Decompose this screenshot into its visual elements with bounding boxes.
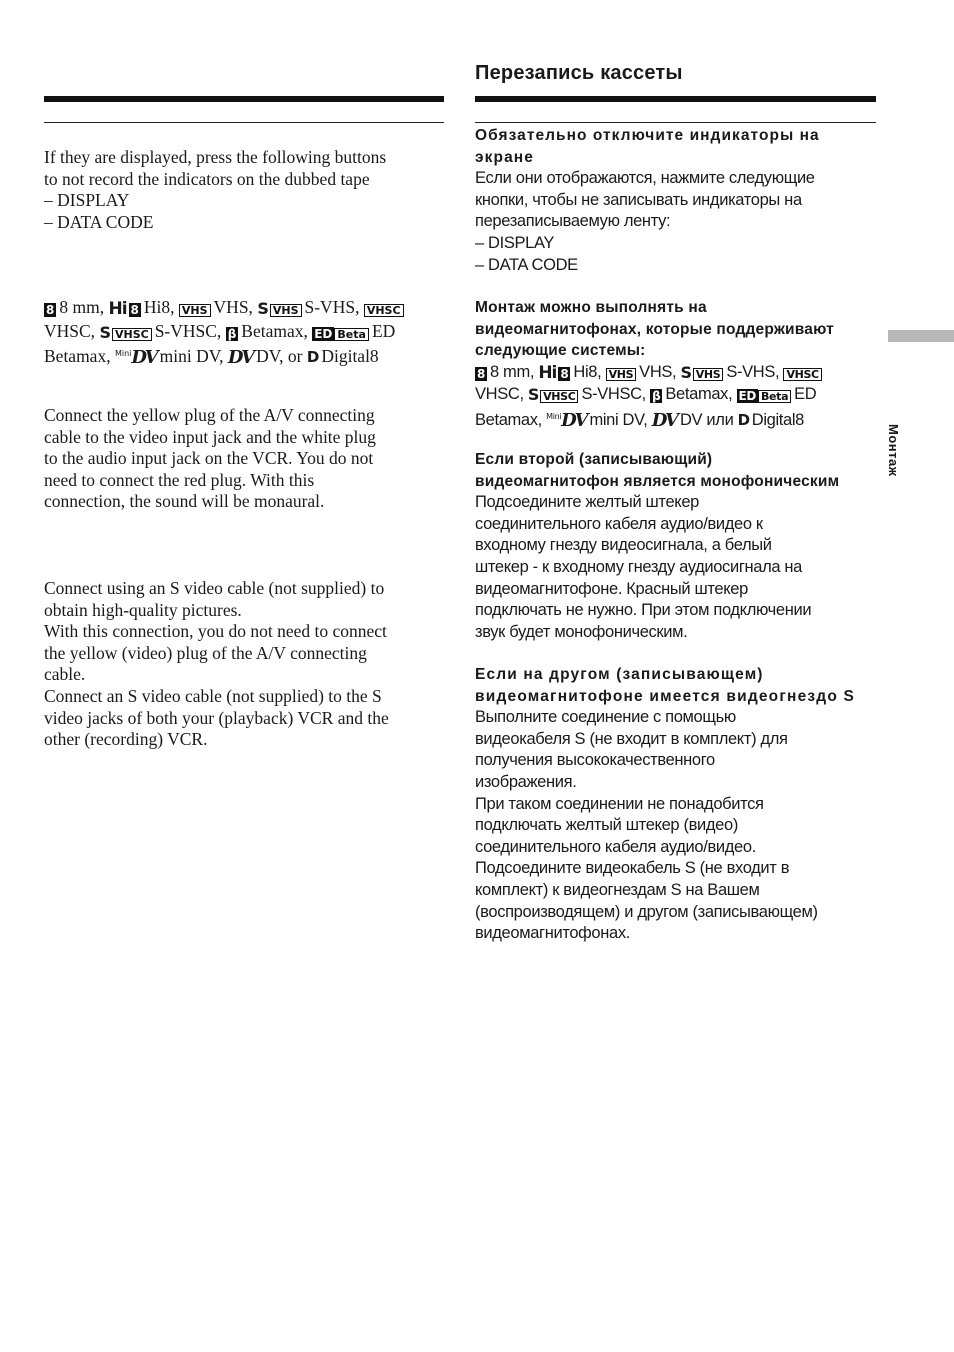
- text-line: – DISPLAY: [44, 190, 130, 211]
- text-line: подключать желтый штекер (видео): [475, 816, 738, 835]
- text-line: other (recording) VCR.: [44, 729, 208, 750]
- s-logo-icon: S: [527, 385, 540, 405]
- s-logo-icon: S: [99, 322, 111, 342]
- vhs-logo-icon: VHS: [179, 304, 211, 317]
- text-line: Подсоедините видеокабель S (не входит в: [475, 859, 790, 878]
- section-heading: Монтаж можно выполнять на: [475, 299, 707, 316]
- format-dv: DV или: [679, 410, 734, 429]
- text-line: кнопки, чтобы не записывать индикаторы на: [475, 190, 802, 209]
- format-vhs: VHS,: [639, 362, 677, 381]
- ed-logo-icon: ED: [314, 326, 333, 341]
- text-line: connection, the sound will be monaural.: [44, 491, 325, 512]
- text-line: звук будет монофоническим.: [475, 622, 688, 641]
- dv-logo-icon: DV: [651, 409, 677, 431]
- format-ed-betamax: Betamax,: [44, 346, 111, 367]
- page-title: Перезапись кассеты: [475, 62, 683, 84]
- text-line: Connect an S video cable (not supplied) to the S: [44, 685, 382, 706]
- text-line: Подсоедините желтый штекер: [475, 493, 699, 512]
- section-heading: Обязательно отключите индикаторы на: [475, 127, 820, 144]
- left-section-s-video: [44, 578, 444, 751]
- left-section-formats: [44, 297, 444, 369]
- formats-line-3: [475, 406, 885, 432]
- right-top-thick-rule: [475, 96, 876, 102]
- text-line: Connect the yellow plug of the A/V connecting: [44, 405, 375, 425]
- text-line: to not record the indicators on the dubbed tape: [44, 168, 370, 189]
- text-line: – DATA CODE: [475, 255, 578, 274]
- left-top-thin-rule: [44, 122, 444, 123]
- side-section-label: Монтаж: [886, 424, 901, 477]
- right-section-monaural: [475, 449, 880, 643]
- text-line: входному гнезду видеосигнала, а белый: [475, 536, 772, 555]
- format-minidv: mini DV,: [159, 346, 224, 367]
- 8mm-icon: 8: [560, 366, 569, 381]
- text-line: – DATA CODE: [44, 211, 154, 232]
- vhsc-logo-icon: VHSC: [364, 304, 404, 317]
- format-betamax: Betamax,: [665, 385, 733, 404]
- beta-word-logo-icon: Beta: [334, 328, 369, 341]
- text-line: видеокабеля S (не входит в комплект) для: [475, 729, 788, 748]
- left-section-indicators: [44, 147, 444, 233]
- format-hi8: Hi8,: [143, 297, 175, 317]
- text-line: to the audio input jack on the VCR. You do not: [44, 448, 374, 469]
- formats-line-1: [44, 297, 444, 321]
- text-line: видеомагнитофоне. Красный штекер: [475, 579, 748, 598]
- section-heading: экране: [475, 148, 534, 166]
- 8mm-icon: 8: [130, 303, 139, 317]
- left-top-thick-rule: [44, 96, 444, 102]
- text-line: соединительного кабеля аудио/видео к: [475, 514, 763, 533]
- text-line: cable.: [44, 664, 86, 685]
- text-line: Выполните соединение с помощью: [475, 708, 736, 727]
- text-line: If they are displayed, press the following buttons: [44, 147, 387, 167]
- beta-logo-icon: β: [652, 389, 661, 404]
- text-line: Если они отображаются, нажмите следующие: [475, 169, 815, 188]
- 8mm-icon: 8: [46, 303, 55, 317]
- formats-line-1: [475, 362, 885, 385]
- text-line: (воспроизводящем) и другом (записывающем): [475, 902, 818, 921]
- 8mm-icon: 8: [477, 366, 485, 381]
- section-heading: следующие системы:: [475, 342, 646, 360]
- format-ed: ED: [371, 320, 396, 341]
- format-hi8: Hi8,: [573, 362, 602, 381]
- text-line: Connect using an S video cable (not supplied) to: [44, 578, 385, 598]
- section-heading: Если второй (записывающий): [475, 451, 713, 468]
- format-vhs: VHS,: [213, 297, 253, 317]
- text-line: перезаписываемую ленту:: [475, 212, 671, 231]
- vhsc-logo-icon: VHSC: [540, 390, 578, 403]
- hi-logo-icon: Hi: [108, 299, 127, 319]
- text-line: При таком соединении не понадобится: [475, 794, 764, 813]
- section-heading: видеомагнитофонах, которые поддерживают: [475, 320, 834, 338]
- right-section-s-video: [475, 664, 893, 945]
- formats-line-2: [475, 384, 885, 406]
- left-section-monaural: [44, 405, 444, 513]
- text-line: видеомагнитофонах.: [475, 924, 630, 943]
- format-8mm: 8 mm,: [490, 362, 535, 381]
- format-svhsc: S-VHSC,: [154, 320, 222, 341]
- format-vhsc: VHSC,: [44, 320, 96, 341]
- text-line: cable to the video input jack and the white plug: [44, 426, 376, 447]
- dv-logo-icon: DV: [227, 347, 254, 369]
- beta-logo-icon: β: [227, 326, 237, 341]
- formats-line-3: [44, 343, 444, 369]
- text-line: комплект) к видеогнездам S на Вашем: [475, 880, 760, 899]
- text-line: штекер - к входному гнезду аудиосигнала на: [475, 557, 803, 576]
- text-line: the yellow (video) plug of the A/V connecting: [44, 642, 367, 663]
- text-line: video jacks of both your (playback) VCR and the: [44, 707, 389, 728]
- format-vhsc: VHSC,: [475, 385, 524, 404]
- format-dv: DV, or: [256, 346, 303, 367]
- digital8-logo-icon: D: [306, 348, 320, 367]
- format-minidv: mini DV,: [589, 410, 648, 429]
- format-svhsc: S-VHSC,: [581, 385, 646, 404]
- text-line: подключать не нужно. При этом подключении: [475, 601, 812, 620]
- digital8-logo-icon: D: [737, 410, 750, 429]
- format-digital8: Digital8: [751, 410, 805, 429]
- dv-logo-icon: DV: [131, 347, 157, 369]
- format-svhs: S-VHS,: [304, 297, 360, 317]
- format-8mm: 8 mm,: [59, 297, 105, 317]
- dv-logo-icon: DV: [561, 409, 587, 431]
- section-tab-marker: [888, 330, 954, 342]
- hi-logo-icon: Hi: [538, 362, 557, 383]
- text-line: изображения.: [475, 772, 577, 791]
- section-heading: Если на другом (записывающем): [475, 666, 764, 683]
- beta-word-logo-icon: Beta: [758, 390, 791, 403]
- s-logo-icon: S: [257, 299, 269, 318]
- mini-logo-icon: Mini: [114, 349, 132, 359]
- text-line: получения высококачественного: [475, 751, 715, 770]
- mini-logo-icon: Mini: [546, 411, 562, 421]
- right-top-thin-rule: [475, 122, 876, 123]
- text-line: need to connect the red plug. With this: [44, 469, 315, 490]
- vhs-logo-icon: VHS: [606, 368, 637, 381]
- text-line: With this connection, you do not need to connect: [44, 621, 387, 642]
- format-digital8: Digital8: [321, 346, 379, 367]
- vhs-logo-icon: VHS: [693, 368, 724, 381]
- vhs-logo-icon: VHS: [270, 304, 302, 317]
- text-line: соединительного кабеля аудио/видео.: [475, 837, 756, 856]
- section-heading: видеомагнитофоне имеется видеогнездо S: [475, 687, 856, 705]
- format-ed: ED: [794, 385, 817, 404]
- vhsc-logo-icon: VHSC: [112, 328, 152, 341]
- format-ed-betamax: Betamax,: [475, 410, 542, 429]
- right-section-formats: [475, 297, 885, 432]
- right-section-indicators: [475, 125, 867, 276]
- text-line: obtain high-quality pictures.: [44, 599, 242, 620]
- formats-line-2: [44, 321, 444, 344]
- ed-logo-icon: ED: [738, 389, 757, 404]
- format-betamax: Betamax,: [241, 320, 308, 341]
- vhsc-logo-icon: VHSC: [783, 368, 821, 381]
- format-svhs: S-VHS,: [726, 362, 780, 381]
- s-logo-icon: S: [680, 362, 692, 382]
- section-heading: видеомагнитофон является монофоническим: [475, 472, 840, 490]
- text-line: – DISPLAY: [475, 233, 555, 252]
